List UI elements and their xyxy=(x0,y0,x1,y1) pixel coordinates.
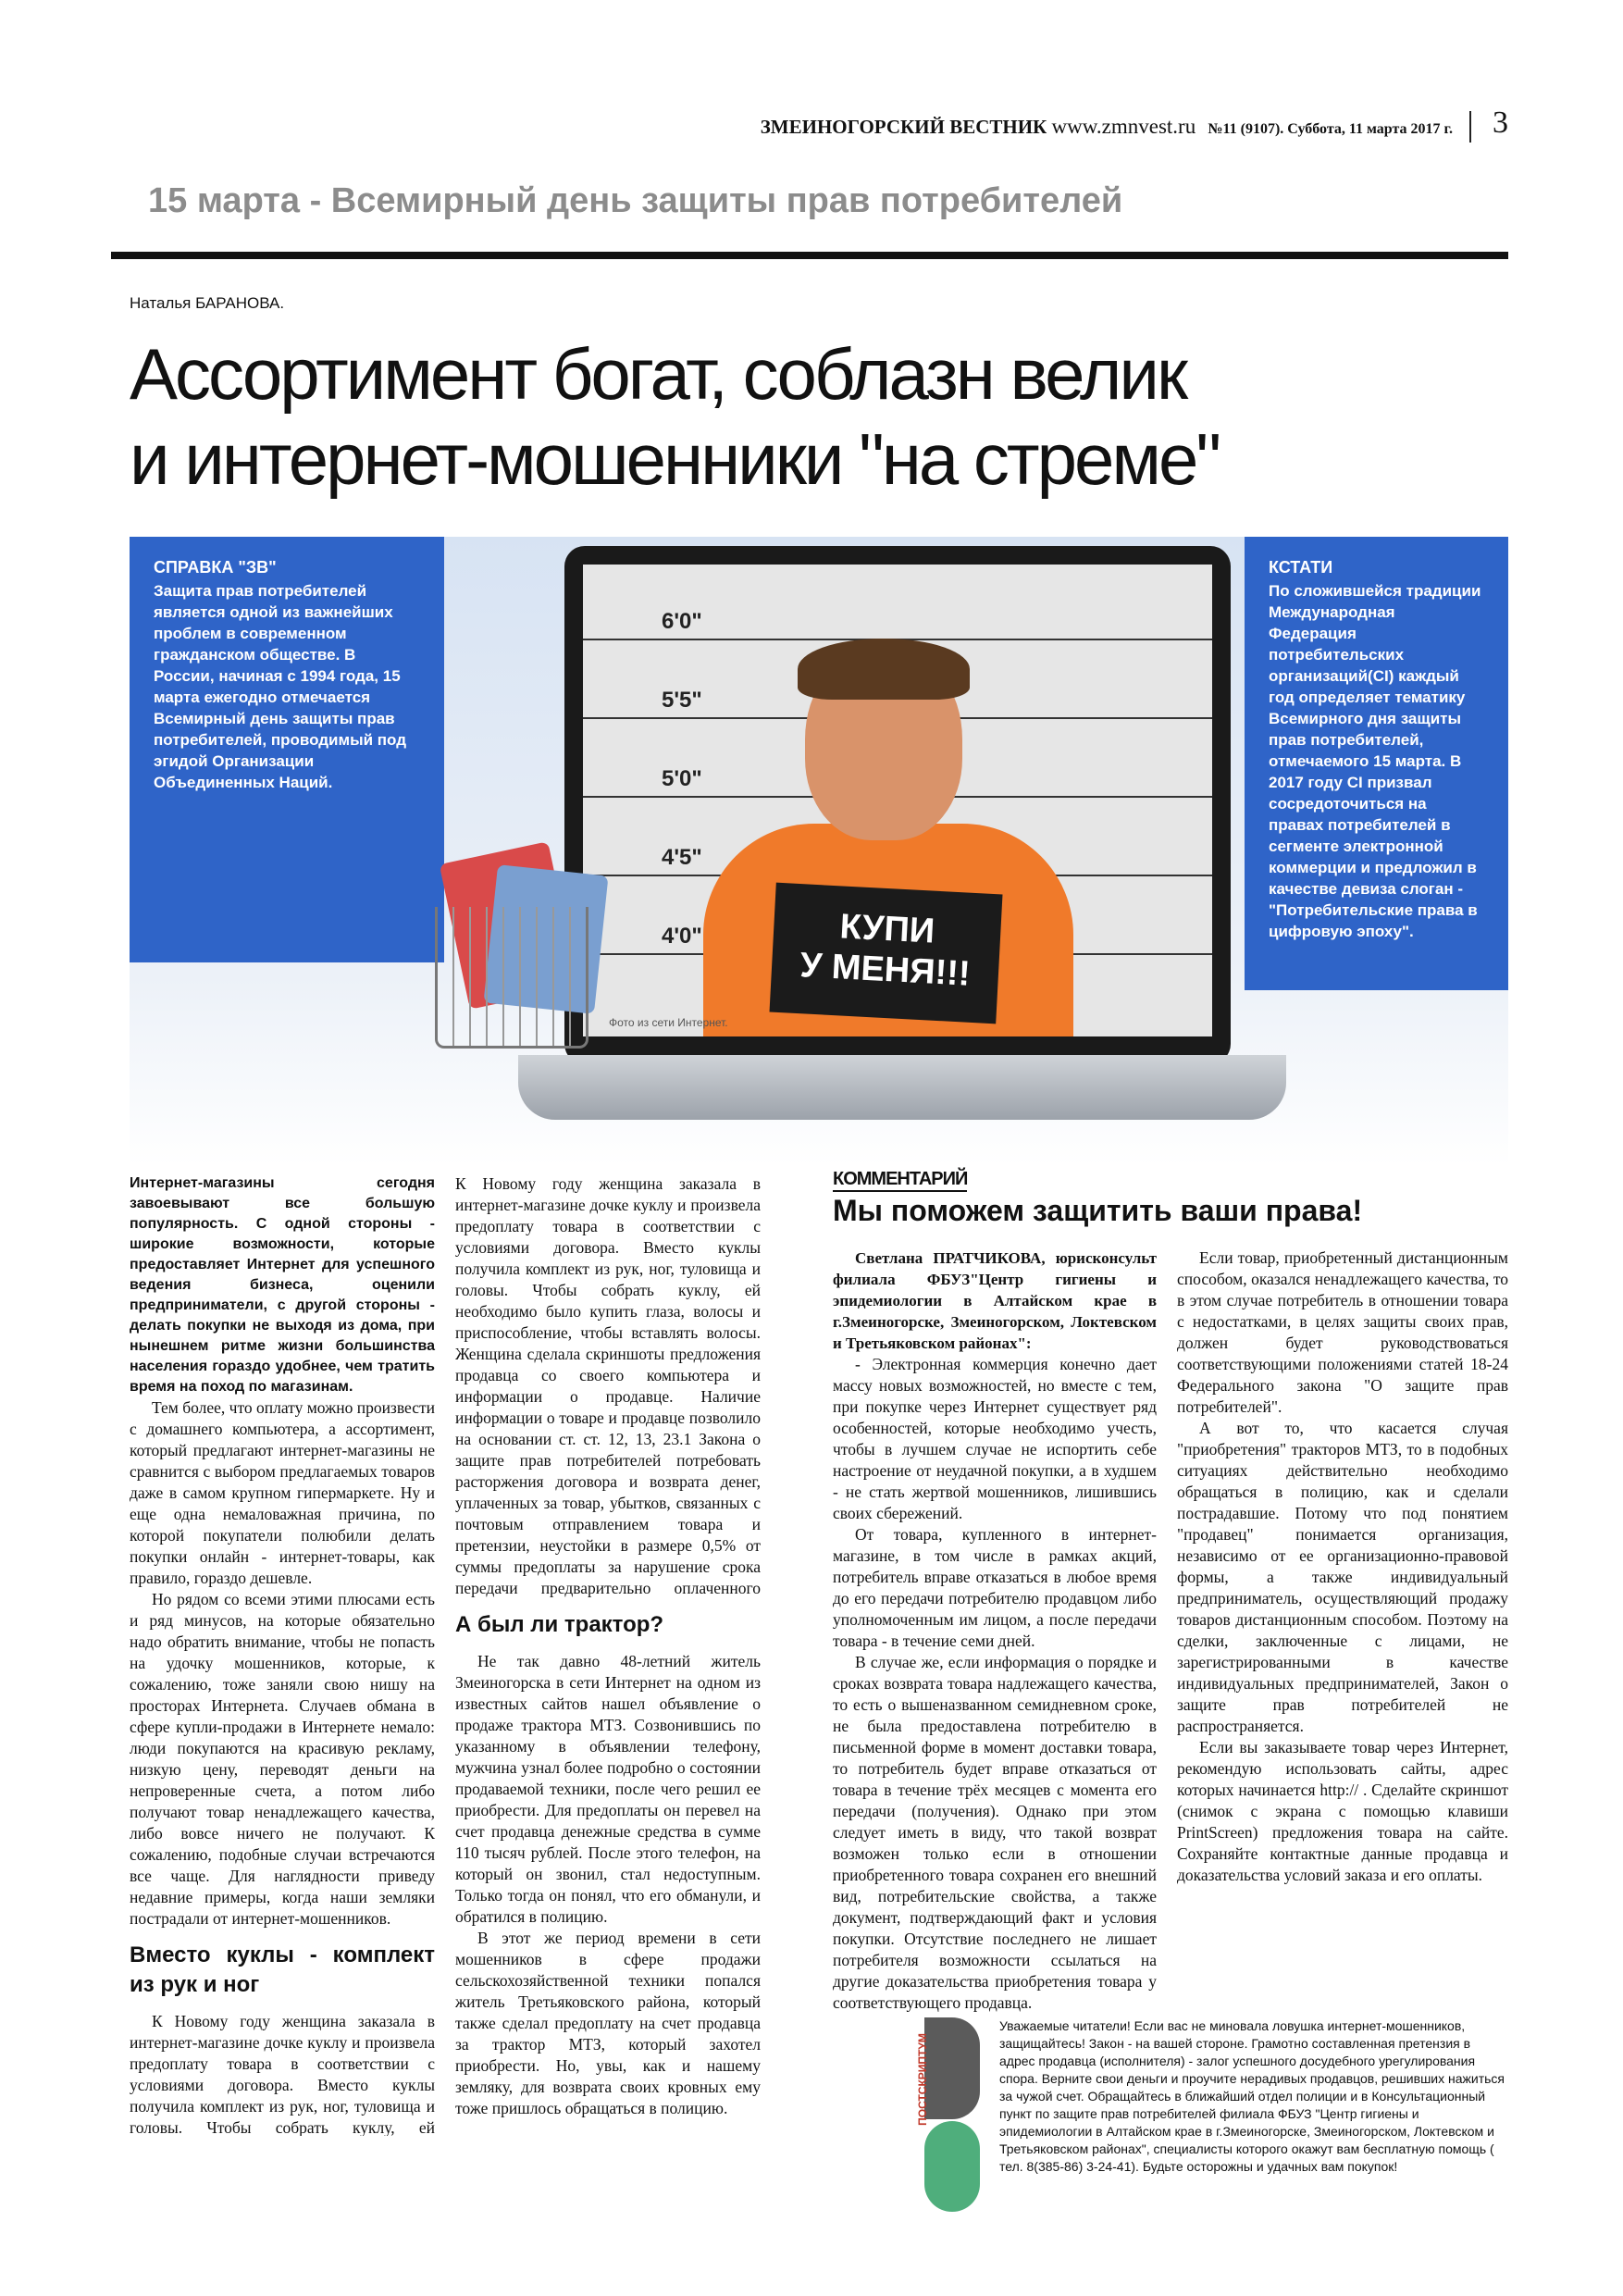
article-column-2 xyxy=(455,1173,761,2119)
paper-name: ЗМЕИНОГОРСКИЙ ВЕСТНИК xyxy=(760,116,1047,138)
reference-title: СПРАВКА "ЗВ" xyxy=(154,558,277,577)
masthead xyxy=(111,105,1508,144)
subheading: Вместо куклы - комплект из рук и ног xyxy=(130,1942,435,1997)
by-the-way-text: По сложившейся традиции Международная Федерация потребительских организаций(CI) каждый год определяет тематику Всемирного дня защиты прав потребителей, отмечаемого 15 марта. В 2017 году CI призвал сосредоточиться на правах потребителей в сегменте электронной коммерции и предложил в качестве девиза слоган - "Потребительские права в цифровую эпоху". xyxy=(1269,582,1481,940)
article-continued-text: К Новому году женщина заказала в интернет-магазине дочке куклу и произвела предоплату товара в соответствии с условиями договора. Вместо куклы получила комплект из рук, ног, туловища и головы. Чтобы собрать куклу, ей необходимо было купить глаза, волосы и приспособление, чтобы вставлять волосы. Женщина сделала скриншоты предложения продавца со своего компьютера и информации о продавце. Наличие информации о товаре и продавце позволило на основании ст. ст. 12, 13, 23.1 Закона о защите прав потребителей потребовать расторжения договора и возврата денег, уплаченных за товар, убытков, связанных с почтовым отправлением товара и претензии, неустойки в размере 0,5% от суммы предоплаты за нарушение срока передачи предварительно оплаченного xyxy=(455,1174,761,1597)
article-column-1 xyxy=(130,1173,435,2136)
height-mark: 5'5" xyxy=(662,688,702,713)
ps-logo xyxy=(911,2017,976,2212)
byline: Наталья БАРАНОВА. xyxy=(130,294,285,312)
reference-text: Защита прав потребителей является одной из важнейших проблем в современном гражданском обществе. В России, начиная с 1994 года, 15 марта ежегодно отмечается Всемирный день защиты прав потребителей, проводимый под эгидой Организации Объединенных Наций. xyxy=(154,582,406,791)
comment-paragraph: А вот то, что касается случая "приобретения" тракторов МТЗ, то в подобных ситуациях действительно необходимо обращаться в полицию, как и сделали пострадавшие. Потому что под понятием "продавец" понимается организация, независимо от ее организационно-правовой формы, а также индивидуальный предприниматель, осуществляющий продажу товаров дистанционным способом. Поэтому на сделки, заключенные с лицами, не зарегистрированными в качестве индивидуальных предпринимателей, Закон о защите прав потребителей не распространяется. xyxy=(1177,1419,1508,1735)
reference-panel xyxy=(130,537,444,962)
height-mark: 4'5" xyxy=(662,845,702,870)
height-mark: 6'0" xyxy=(662,609,702,634)
comment-paragraph: Если вы заказываете товар через Интернет, рекомендую использовать сайты, адрес которых начинается http:// . Сделайте скриншот (снимок с экрана с помощью клавиши PrintScreen) предложения товара на сайте. Сохраняйте контактные данные продавца и доказательства условий заказа и его оплаты. xyxy=(1177,1738,1508,1884)
page-number: 3 xyxy=(1493,105,1508,140)
article-paragraph: К Новому году женщина заказала в интернет-магазине дочке куклу и произвела предоплату товара в соответствии с условиями договора. Вместо куклы получила комплект из рук, ног, туловища и головы. Чтобы собрать куклу, ей xyxy=(130,2012,435,2136)
sign-line-1: КУПИ xyxy=(838,907,936,951)
postscript-box xyxy=(911,2017,1508,2221)
by-the-way-title: КСТАТИ xyxy=(1269,558,1333,577)
comment-paragraph: - Электронная коммерция конечно дает массу новых возможностей, но вместе с тем, при покупке через Интернет существует ряд особенностей, которые необходимо учесть, чтобы в лучшем случае не испортить себе настроение от неудачной покупки, а в худшем - не стать жертвой мошенников, лишившись своих сбережений. xyxy=(833,1355,1157,1522)
postscript-label: ПОСТСКРИПТУМ xyxy=(915,2033,929,2126)
comment-column-2 xyxy=(1177,1247,1508,1886)
masthead-title xyxy=(761,115,1453,139)
photo-caption: Фото из сети Интернет. xyxy=(609,1016,728,1029)
issue-info: №11 (9107). Суббота, 11 марта 2017 г. xyxy=(1208,121,1453,137)
hero-image xyxy=(130,537,1508,1166)
headline xyxy=(130,331,1332,502)
section-title: 15 марта - Всемирный день защиты прав потребителей xyxy=(148,181,1123,220)
comment-author: Светлана ПРАТЧИКОВА, юрисконсульт филиала ФБУЗ"Центр гигиены и эпидемиологии в Алтайском крае в г.Змеиногорске, Змеиногорском, Локтевском и Третьяковском районах": xyxy=(833,1249,1157,1352)
person-hair xyxy=(798,639,970,700)
ps-letter-s xyxy=(924,2121,980,2212)
section-rule xyxy=(111,252,1508,259)
laptop-screen xyxy=(583,565,1212,1036)
laptop-keyboard xyxy=(518,1055,1286,1120)
article-lead: Интернет-магазины сегодня завоевывают все большую популярность. С одной стороны - широкие возможности, которые предоставляет Интернет для успешного ведения бизнеса, оценили предприниматели, с другой стороны - делать покупки не выходя из дома, при нынешнем ритме жизни большинства населения гораздо удобнее, чем тратить время на поход по магазинам. xyxy=(130,1175,435,1395)
article-paragraph: Тем более, что оплату можно произвести с домашнего компьютера, а ассортимент, который предлагают интернет-магазины не сравнится с выбором предлагаемых товаров даже в самом крупном гипермаркете. Ну и еще одна немаловажная причина, по которой покупатели полюбили делать покупки онлайн - интернет-товары, как правило, гораздо дешевле. xyxy=(130,1398,435,1587)
article-paragraph: Но рядом со всеми этими плюсами есть и ряд минусов, на которые обязательно надо обратить внимание, чтобы не попасть на удочку мошенников, которые, к сожалению, тоже заняли свою нишу на просторах Интернета. Случаев обмана в сфере купли-продажи в Интернете немало: люди покупаются на красивую рекламу, низкую цену, переводят деньги на непроверенные счета, а потом либо получают товар ненадлежащего качества, либо вовсе ничего не получают. К сожалению, подобные случаи встречаются все чаще. Для наглядности приведу недавние примеры, когда наши земляки пострадали от интернет-мошенников. xyxy=(130,1590,435,1928)
height-mark: 5'0" xyxy=(662,766,702,791)
comment-title: Мы поможем защитить ваши права! xyxy=(833,1194,1363,1227)
article-paragraph-continued xyxy=(455,1173,761,1599)
sign-line-2: У МЕНЯ!!! xyxy=(799,946,972,994)
comment-column-1 xyxy=(833,1247,1157,2050)
held-sign xyxy=(770,883,1003,1024)
masthead-divider xyxy=(1469,111,1471,143)
by-the-way-panel xyxy=(1245,537,1508,990)
article-paragraph: Не так давно 48-летний житель Змеиногорска в сети Интернет на одном из известных сайтов нашел объявление о продаже трактора МТЗ. Созвонившись по указанному в объявлении телефону, мужчина узнал более подробно о состоянии продаваемой техники, после чего решил ее приобрести. Для предоплаты он перевел на счет продавца денежные средства в сумме 110 тысяч рублей. После этого телефон, на который он звонил, стал недоступным. Только тогда он понял, что его обманули, и обратился в полицию. xyxy=(455,1652,761,1926)
comment-paragraph: Если товар, приобретенный дистанционным способом, оказался ненадлежащего качества, то в этом случае потребитель в отношении товара с недостатками, в целях защиты своих прав, должен будет руководствоваться соответствующими положениями статей 18-24 Федерального закона "О защите прав потребителей". xyxy=(1177,1248,1508,1416)
comment-paragraph: От товара, купленного в интернет-магазине, в том числе в рамках акций, потребитель вправе отказаться в любое время до его передачи потребителю продавцом либо уполномоченным им лицом, а после передачи товара - в течение семи дней. xyxy=(833,1525,1157,1650)
headline-line-2: и интернет-мошенники "на стреме" xyxy=(130,418,1220,500)
laptop-illustration xyxy=(564,546,1231,1064)
shopping-cart-icon xyxy=(435,907,588,1049)
site-url[interactable]: www.zmnvest.ru xyxy=(1051,115,1196,138)
height-mark: 4'0" xyxy=(662,924,702,949)
subheading: А был ли трактор? xyxy=(455,1612,664,1637)
comment-paragraph: В случае же, если информация о порядке и сроках возврата товара надлежащего качества, то есть о вышеназванном семидневном сроке, не была предоставлена потребителю в письменной форме в момент доставки товара, то потребитель будет вправе отказаться от товара в течение трёх месяцев с момента его передачи (получения). Однако при этом следует иметь в виду, что такой возврат возможен только если в отношении приобретенного товара сохранен его внешний вид, потребительские свойства, а также документ, подтверждающий факт и условия покупки. Отсутствие последнего не лишает потребителя возможности ссылаться на другие доказательства приобретения товара у соответствующего продавца. xyxy=(833,1653,1157,2012)
comment-label: КОММЕНТАРИЙ xyxy=(833,1169,967,1192)
postscript-text: Уважаемые читатели! Если вас не миновала ловушка интернет-мошенников, защищайтесь! Закон - на вашей стороне. Грамотно составленная претензия в адрес продавца (исполнителя) - залог успешного досудебного урегулирования спора. Верните свои деньги и проучите нерадивых продавцов, решивших нажиться за чужой счет. Обращайтесь в ближайший отдел полиции и в Консультационный пункт по защите прав потребителей филиала ФБУЗ "Центр гигиены и эпидемиологии в Алтайском крае в г.Змеиногорске, Змеиногорском, Локтевском и Третьяковском районах", специалисты которого окажут вам бесплатную помощь ( тел. 8(385-86) 3-24-41). Будьте осторожны и удачных вам покупок! xyxy=(999,2018,1505,2174)
ps-letter-p xyxy=(924,2017,980,2119)
article-paragraph: В этот же период времени в сети мошенников в сфере продажи сельскохозяйственной техники попался житель Третьяковского района, который также сделал предоплату на счет продавца за трактор МТЗ, который захотел приобрести. Но, увы, как и нашему земляку, для возврата своих кровных ему тоже пришлось обращаться в полицию. xyxy=(455,1929,761,2117)
headline-line-1: Ассортимент богат, соблазн велик xyxy=(130,333,1186,415)
